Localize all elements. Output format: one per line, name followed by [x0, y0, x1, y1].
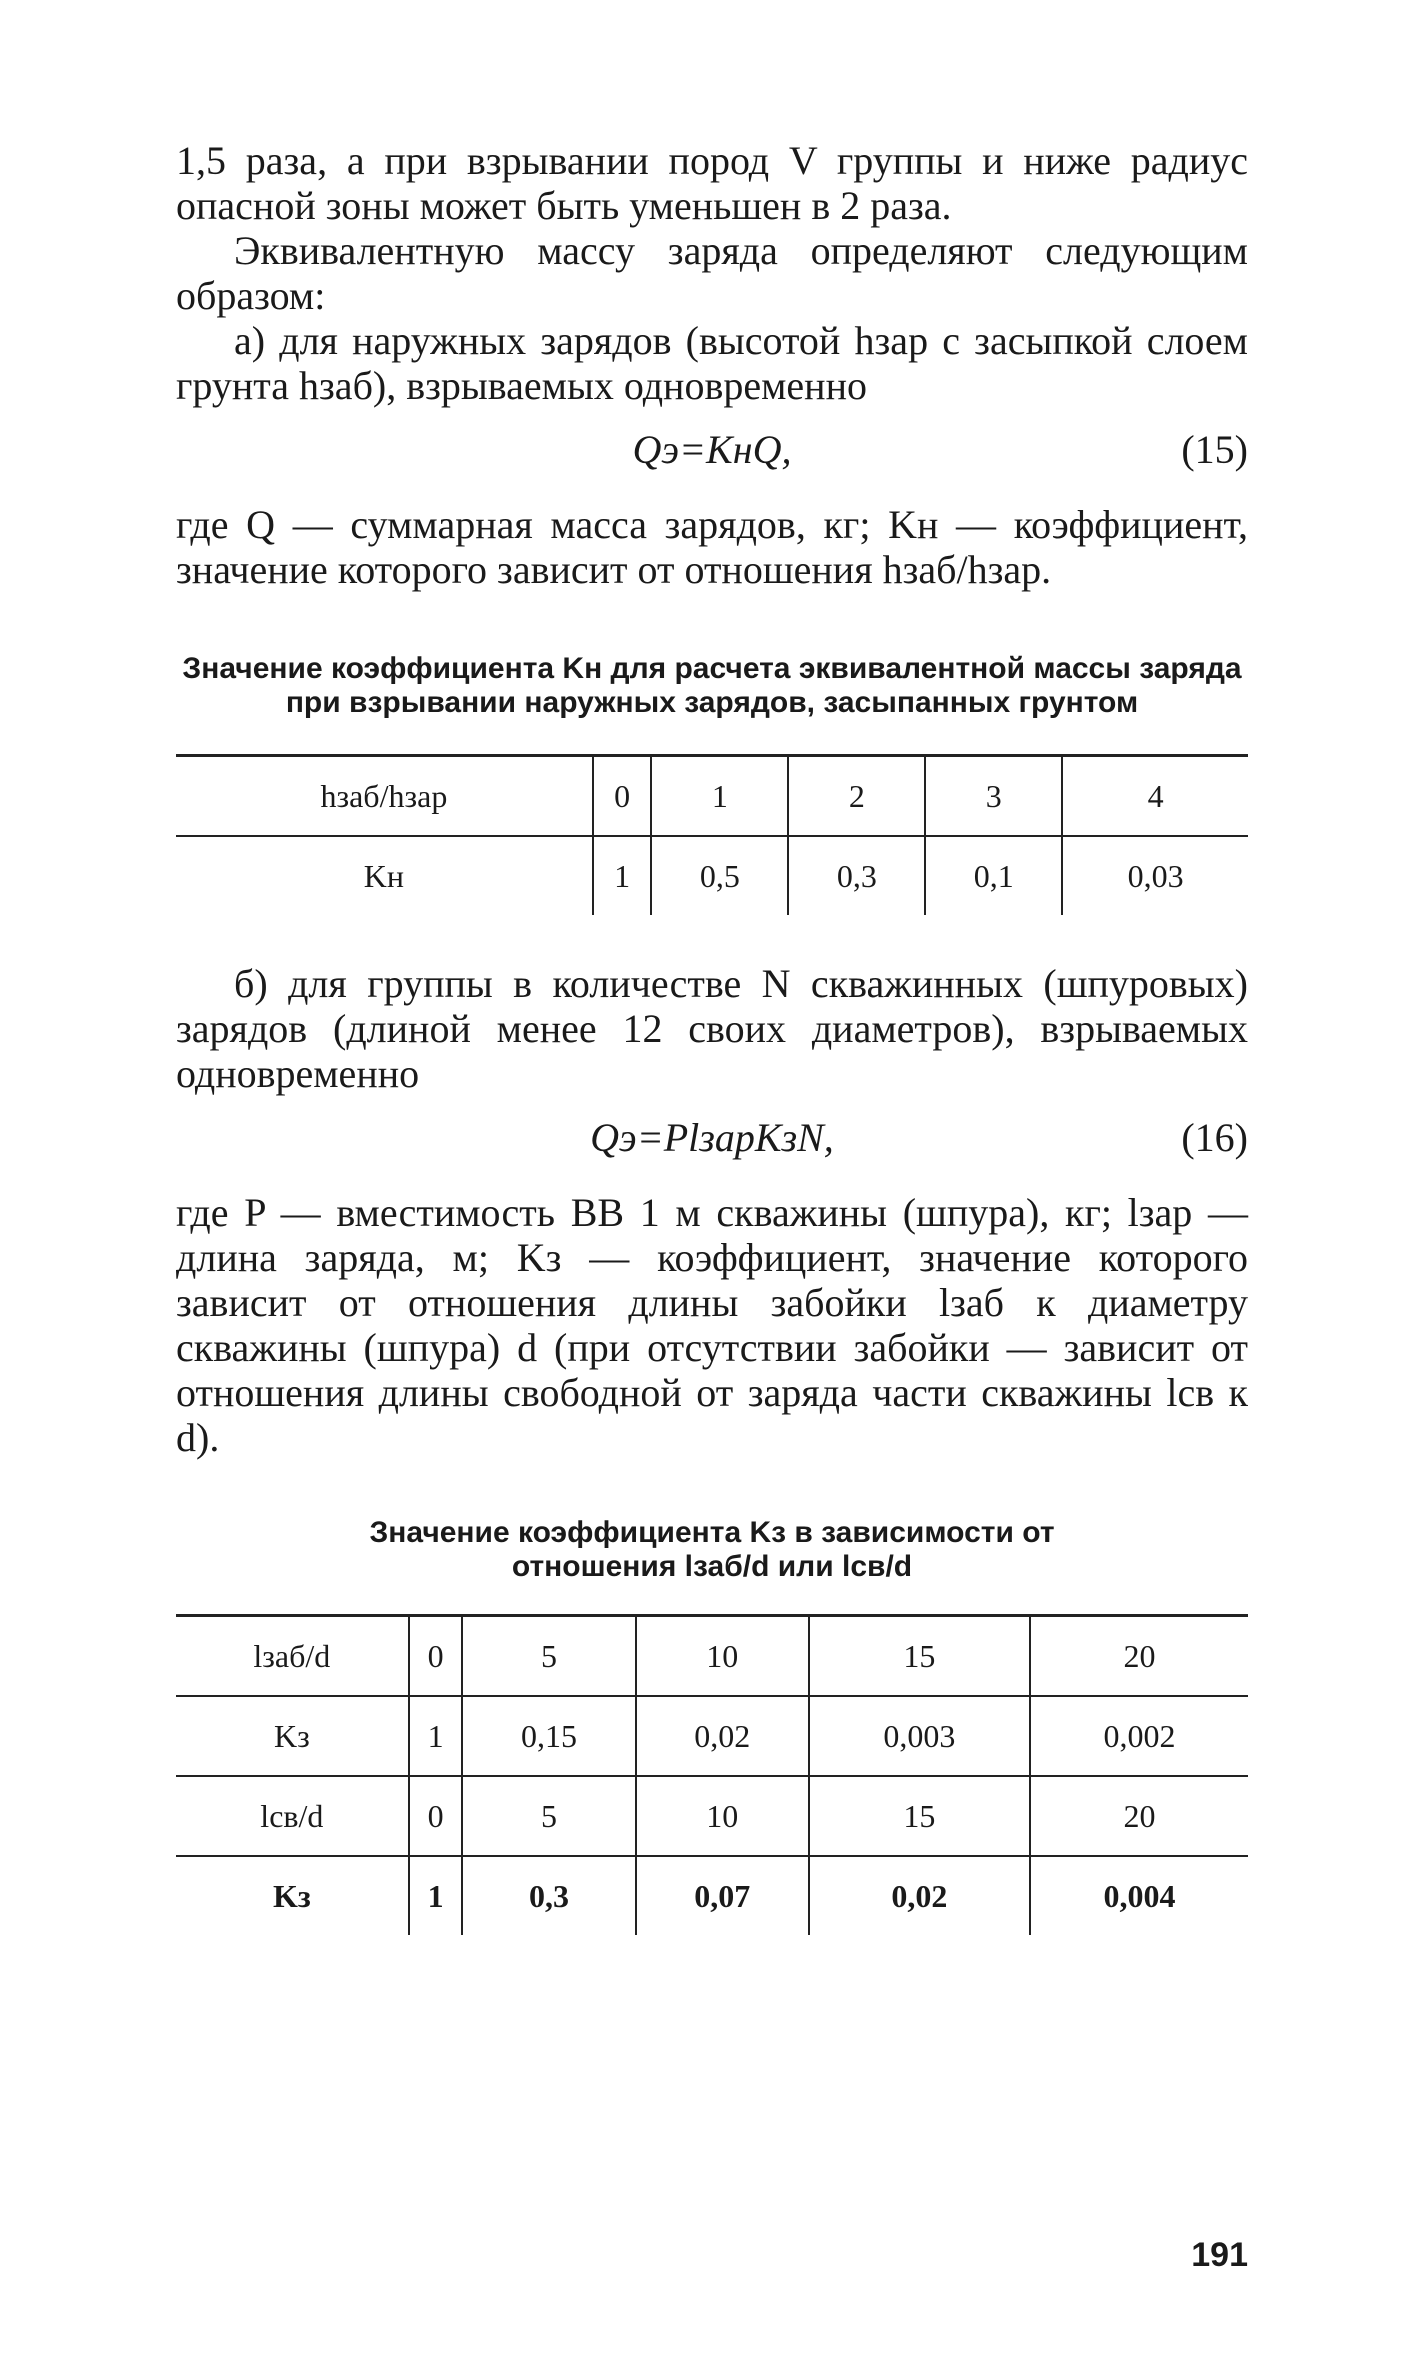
table-2-cell: 15: [809, 1776, 1030, 1856]
table-1-cell: 0: [593, 756, 652, 837]
table-1-cell: 1: [651, 756, 788, 837]
table-1-cell: 0,3: [788, 836, 925, 915]
paragraph-1: 1,5 раза, а при взрывании пород V группы и ниже радиус опасной зоны может быть уменьшен в 2 раза.: [176, 138, 1248, 228]
table-2-cell: 10: [636, 1776, 809, 1856]
table-1-row-ratio: [176, 756, 1248, 837]
table-2-row-kz-1: [176, 1696, 1248, 1776]
table-1: [176, 754, 1248, 915]
formula-15-number: (15): [1181, 427, 1248, 472]
table-2-cell: 5: [462, 1616, 635, 1697]
table-2-cell: lзаб/d: [253, 1637, 331, 1674]
table-2-cell: 5: [462, 1776, 635, 1856]
table-2-row-lzab: [176, 1616, 1248, 1697]
table-2-cell: 20: [1030, 1616, 1248, 1697]
table-2-cell: Kз: [272, 1877, 311, 1914]
table-1-cell: 0,1: [925, 836, 1062, 915]
paragraph-6: где P — вместимость ВВ 1 м скважины (шпура), кг; lзар — длина заряда, м; Kз — коэффициент, значение которого зависит от отношения длины забойки lзаб к диаметру скважины (шпура) d (при отсутствии забойки — зависит от отношения длины свободной от заряда части скважины lсв к d).: [176, 1190, 1248, 1460]
table-2-cell: 0,002: [1030, 1696, 1248, 1776]
table-1-cell: 0,03: [1062, 836, 1248, 915]
table-2-cell: 1: [409, 1696, 463, 1776]
table-2-cell: 0,3: [462, 1856, 635, 1935]
table-1-cell: Kн: [363, 857, 404, 894]
table-2-cell: 0,003: [809, 1696, 1030, 1776]
table-1-cell: 3: [925, 756, 1062, 837]
table-1-cell: hзаб/hзар: [320, 777, 448, 814]
formula-15-expression: Qэ=KнQ,: [632, 427, 792, 472]
table-1-caption: Значение коэффициента Kн для расчета эквивалентной массы заряда при взрывании наружных зарядов, засыпанных грунтом: [182, 652, 1242, 719]
table-1-cell: 2: [788, 756, 925, 837]
table-2-cell: 0,07: [636, 1856, 809, 1935]
table-2-cell: 0,15: [462, 1696, 635, 1776]
table-2-row-lsv: [176, 1776, 1248, 1856]
table-2-cell: Kз: [273, 1717, 310, 1754]
table-2-row-kz-2: [176, 1856, 1248, 1935]
page-number: 191: [1191, 2236, 1248, 2274]
formula-16-expression: Qэ=PlзарKзN,: [590, 1115, 834, 1160]
table-2-cell: 0,02: [636, 1696, 809, 1776]
table-2-cell: 0: [409, 1616, 463, 1697]
table-2: [176, 1614, 1248, 1935]
table-2-cell: 0,02: [809, 1856, 1030, 1935]
table-1-cell: 1: [593, 836, 652, 915]
table-1-cell: 0,5: [651, 836, 788, 915]
table-2-cell: 0,004: [1030, 1856, 1248, 1935]
table-2-cell: lсв/d: [260, 1797, 324, 1834]
table-2-cell: 15: [809, 1616, 1030, 1697]
table-2-cell: 0: [409, 1776, 463, 1856]
paragraph-4: где Q — суммарная масса зарядов, кг; Kн — коэффициент, значение которого зависит от отношения hзаб/hзар.: [176, 502, 1248, 592]
table-2-caption: Значение коэффициента Kз в зависимости от отношения lзаб/d или lсв/d: [369, 1516, 1055, 1583]
table-2-cell: 1: [409, 1856, 463, 1935]
formula-16-number: (16): [1181, 1115, 1248, 1160]
table-1-cell: 4: [1062, 756, 1248, 837]
table-1-row-kn: [176, 836, 1248, 915]
formula-15: [176, 420, 1248, 480]
table-2-cell: 10: [636, 1616, 809, 1697]
paragraph-5: б) для группы в количестве N скважинных (шпуровых) зарядов (длиной менее 12 своих диаметров), взрываемых одновременно: [176, 961, 1248, 1096]
page-content: [176, 138, 1248, 1935]
paragraph-3: а) для наружных зарядов (высотой hзар с засыпкой слоем грунта hзаб), взрываемых одновременно: [176, 318, 1248, 408]
table-2-cell: 20: [1030, 1776, 1248, 1856]
paragraph-2: Эквивалентную массу заряда определяют следующим образом:: [176, 228, 1248, 318]
formula-16: [176, 1108, 1248, 1168]
